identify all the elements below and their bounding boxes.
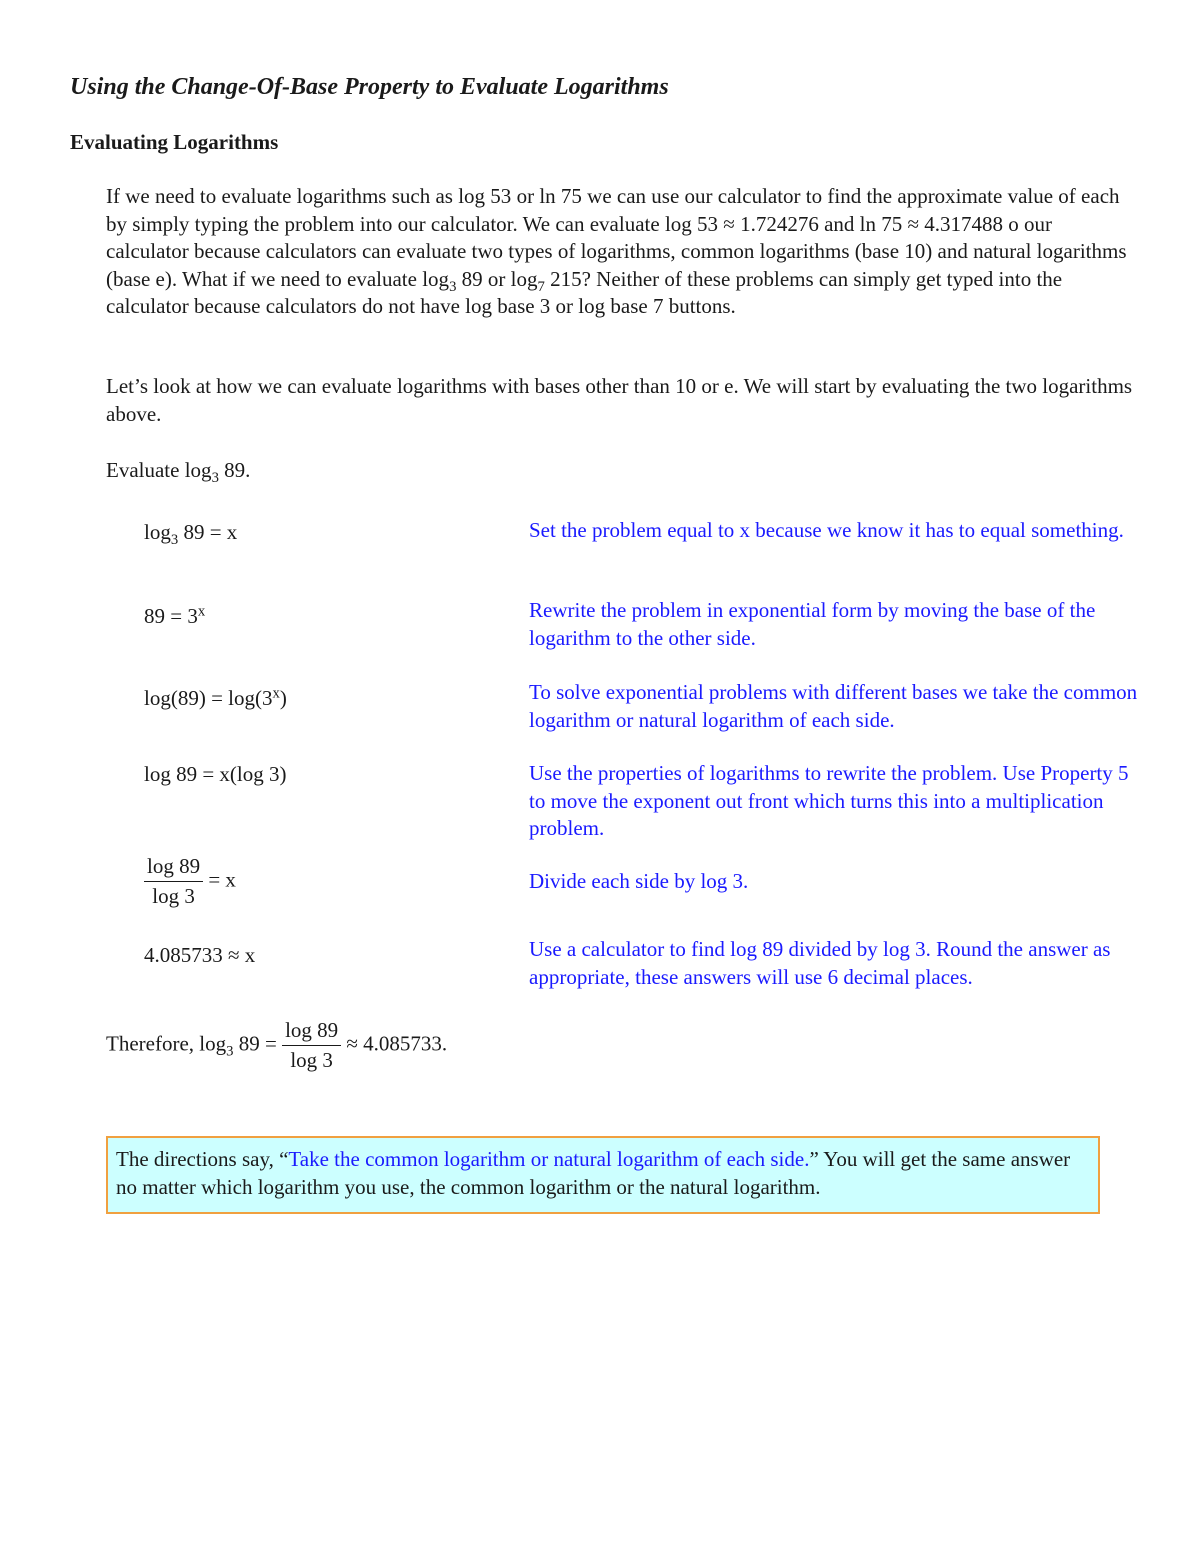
step-2-equation: $89 = 3^x$ [144, 603, 206, 628]
callout-box: The directions say, “Take the common logarithm or natural logarithm of each side.” You will get the same answer no matter which logarithm you use, the common logarithm or the natural logarithm. [106, 1136, 1100, 1214]
lets-look-paragraph: Let’s look at how we can evaluate logarithms with bases other than 10 or e. We will start by evaluating the two logarithms above. [106, 374, 1133, 426]
step-1-note: Set the problem equal to x because we know it has to equal something. [529, 518, 1124, 542]
step-5-equation: $\frac{\log 89}{\log 3}$ = x [144, 854, 236, 909]
step-6-note: Use a calculator to find log 89 divided by log 3. Round the answer as appropriate, these answers will use 6 decimal places. [529, 937, 1111, 989]
intro-paragraph: If we need to evaluate logarithms such as log 53 or ln 75 we can use our calculator to find the approximate value of each by simply typing the problem into our calculator. We can evaluate log 53 ≈ 1.724276 and ln 75 ≈ 4.317488 o our calculator because calculators can evaluate two types of logarithms, common logarithms (base 10) and natural logarithms (base e). What if we need to evaluate $\log_3 89$ or $\log_7 215$? Neither of these problems can simply get typed into the calculator because calculators do not have log base 3 or log base 7 buttons. [106, 184, 1127, 318]
step-3-equation: $\log(89) = \log(3^x)$ [144, 685, 287, 710]
evaluate-line: Evaluate $\log_3 89$. [106, 458, 251, 487]
step-2-note: Rewrite the problem in exponential form by moving the base of the logarithm to the other side. [529, 598, 1096, 650]
step-6-equation: 4.085733 ≈ x [144, 943, 256, 967]
fraction: $\frac{\log 89}{\log 3}$ [144, 854, 203, 909]
step-3-note: To solve exponential problems with different bases we take the common logarithm or natural logarithm of each side. [529, 680, 1138, 732]
step-1-equation: $\log_3 89 = x$ [144, 520, 238, 549]
step-4-equation: log 89 = x(log 3) [144, 762, 287, 786]
fraction: $\frac{\log 89}{\log 3}$ [282, 1018, 341, 1073]
step-4-note: Use the properties of logarithms to rewrite the problem. Use Property 5 to move the exponent out front which turns this into a multiplication problem. [529, 761, 1129, 840]
therefore-line: Therefore, $\log_3 89$ = $\frac{\log 89}{\log 3}$ ≈ 4.085733. [106, 1018, 448, 1072]
page-title: Using the Change-Of-Base Property to Evaluate Logarithms [70, 74, 669, 100]
section-heading: Evaluating Logarithms [70, 130, 279, 154]
step-5-note: Divide each side by log 3. [529, 869, 749, 893]
